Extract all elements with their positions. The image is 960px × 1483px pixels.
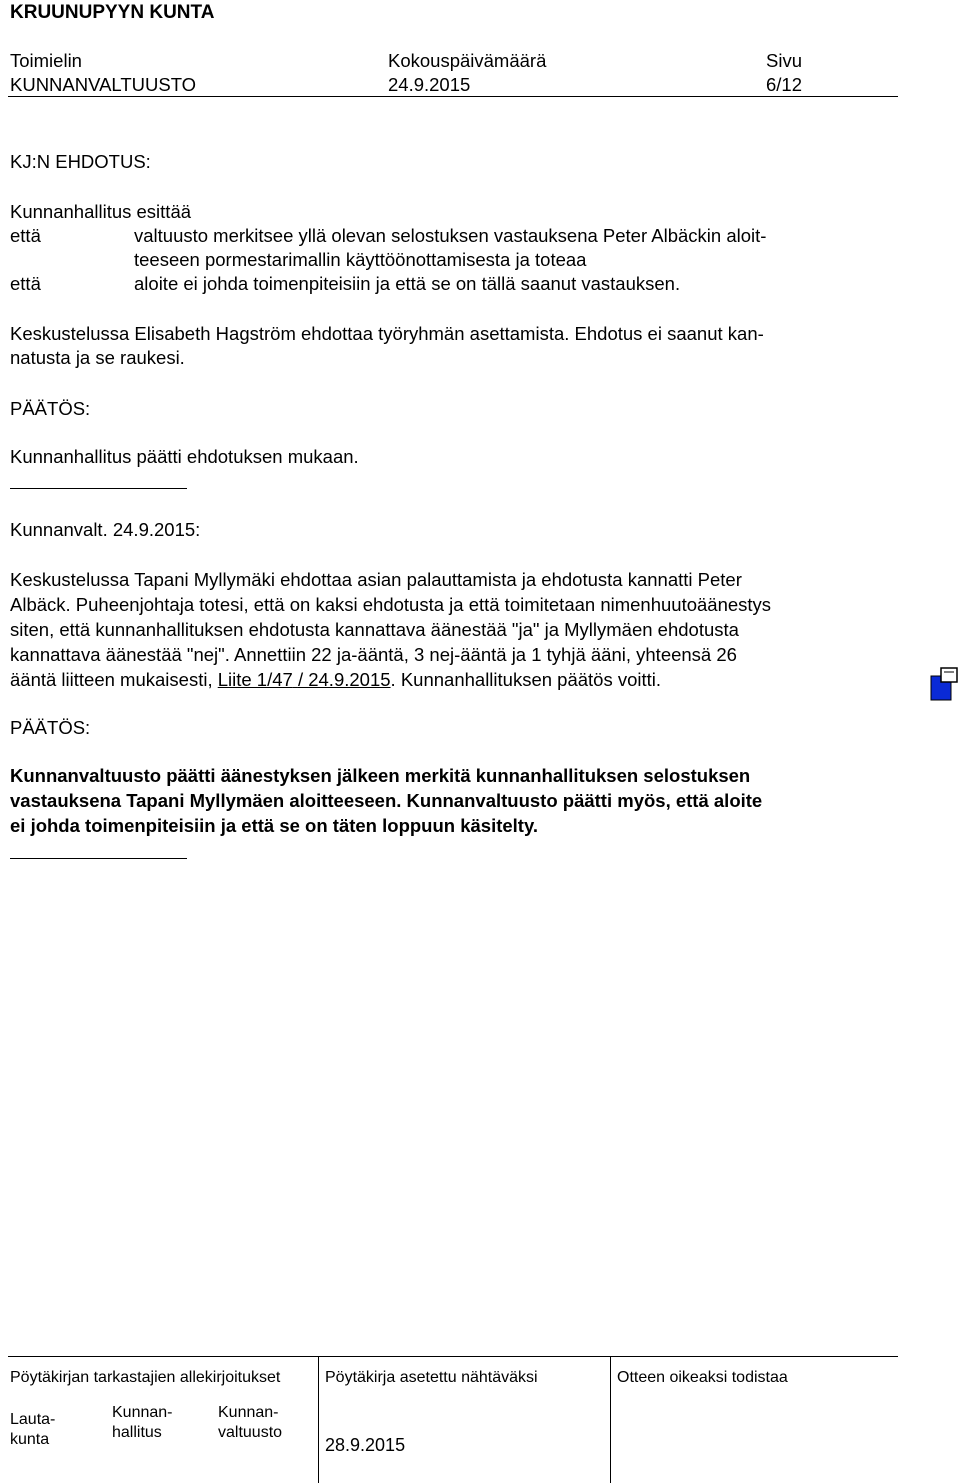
signature-council-line-2: valtuusto xyxy=(218,1424,283,1441)
header-label-body: Toimielin xyxy=(10,50,82,71)
discussion-1-line-2: natusta ja se raukesi. xyxy=(10,347,185,368)
proposal-1-line-1: valtuusto merkitsee yllä olevan selostuksen vastauksena Peter Albäckin aloit- xyxy=(134,225,767,246)
discussion-2-line-2: Albäck. Puheenjohtaja totesi, että on kaksi ehdotusta ja että toimitetaan nimenhuutoäänestys xyxy=(10,594,772,615)
footer-column-separator-1 xyxy=(318,1356,319,1483)
signature-municipal-board-line-1: Kunnan- xyxy=(112,1404,173,1421)
proposal-2-lead: että xyxy=(10,273,41,294)
header-value-body: KUNNANVALTUUSTO xyxy=(10,74,197,95)
header-label-page: Sivu xyxy=(766,50,802,71)
decision-2-heading: PÄÄTÖS: xyxy=(10,717,91,738)
discussion-2-line-1: Keskustelussa Tapani Myllymäki ehdottaa asian palauttamista ja ehdotusta kannatti Peter xyxy=(10,569,742,590)
decision-2-line-3: ei johda toimenpiteisiin ja että se on täten loppuun käsitelty. xyxy=(10,815,539,836)
discussion-2-line-4: kannattava äänestää "nej". Annettiin 22 ja-ääntä, 3 nej-ääntä ja 1 tyhjä ääni, yhteensä 26 xyxy=(10,644,737,665)
proposal-1-lead: että xyxy=(10,225,41,246)
decision-2-line-2: vastauksena Tapani Myllymäen aloitteeseen. Kunnanvaltuusto päätti myös, että aloite xyxy=(10,790,763,811)
discussion-1-line-1: Keskustelussa Elisabeth Hagström ehdottaa työryhmän asettamista. Ehdotus ei saanut kan- xyxy=(10,323,764,344)
signature-board-line-2: kunta xyxy=(10,1431,50,1448)
footer-divider xyxy=(8,1356,898,1357)
discussion-2-line-5-start: ääntä liitteen mukaisesti, xyxy=(10,669,218,690)
posted-date: 28.9.2015 xyxy=(325,1435,406,1455)
decision-2-line-1: Kunnanvaltuusto päätti äänestyksen jälkeen merkitä kunnanhallituksen selostuksen xyxy=(10,765,751,786)
header-divider xyxy=(8,96,898,97)
signature-municipal-board-line-2: hallitus xyxy=(112,1424,162,1441)
organization-name: KRUUNUPYYN KUNTA xyxy=(10,2,215,23)
council-meeting-reference: Kunnanvalt. 24.9.2015: xyxy=(10,519,201,540)
discussion-2-line-5-end: . Kunnanhallituksen päätös voitti. xyxy=(390,669,662,690)
header-value-page: 6/12 xyxy=(766,74,803,95)
footer-column-separator-2 xyxy=(610,1356,611,1483)
edit-note-icon[interactable] xyxy=(930,666,960,702)
header-value-date: 24.9.2015 xyxy=(388,74,471,95)
attachment-date-link[interactable]: / 24.9.2015 xyxy=(297,669,391,690)
footer-certified-title: Otteen oikeaksi todistaa xyxy=(617,1369,788,1386)
decision-1-text: Kunnanhallitus päätti ehdotuksen mukaan. xyxy=(10,446,359,467)
discussion-2-line-5 xyxy=(10,669,661,691)
footer-signatures-title: Pöytäkirjan tarkastajien allekirjoitukset xyxy=(10,1369,281,1386)
attachment-link[interactable]: Liite 1/47 xyxy=(217,669,293,690)
proposal-1-line-2: teeseen pormestarimallin käyttöönottamisesta ja toteaa xyxy=(134,249,587,270)
decision-1-heading: PÄÄTÖS: xyxy=(10,398,91,419)
discussion-2-line-3: siten, että kunnanhallituksen ehdotusta kannattava äänestää "ja" ja Myllymäen ehdotusta xyxy=(10,619,739,640)
footer-posted-title: Pöytäkirja asetettu nähtäväksi xyxy=(325,1369,538,1386)
decision-1-divider xyxy=(10,488,187,489)
board-proposes-text: Kunnanhallitus esittää xyxy=(10,201,192,222)
signature-board-line-1: Lauta- xyxy=(10,1411,56,1428)
proposal-2-line-1: aloite ei johda toimenpiteisiin ja että se on tällä saanut vastauksen. xyxy=(134,273,681,294)
decision-2-divider xyxy=(10,858,187,859)
kj-proposal-heading: KJ:N EHDOTUS: xyxy=(10,151,151,172)
header-label-date: Kokouspäivämäärä xyxy=(388,50,547,71)
signature-council-line-1: Kunnan- xyxy=(218,1404,279,1421)
